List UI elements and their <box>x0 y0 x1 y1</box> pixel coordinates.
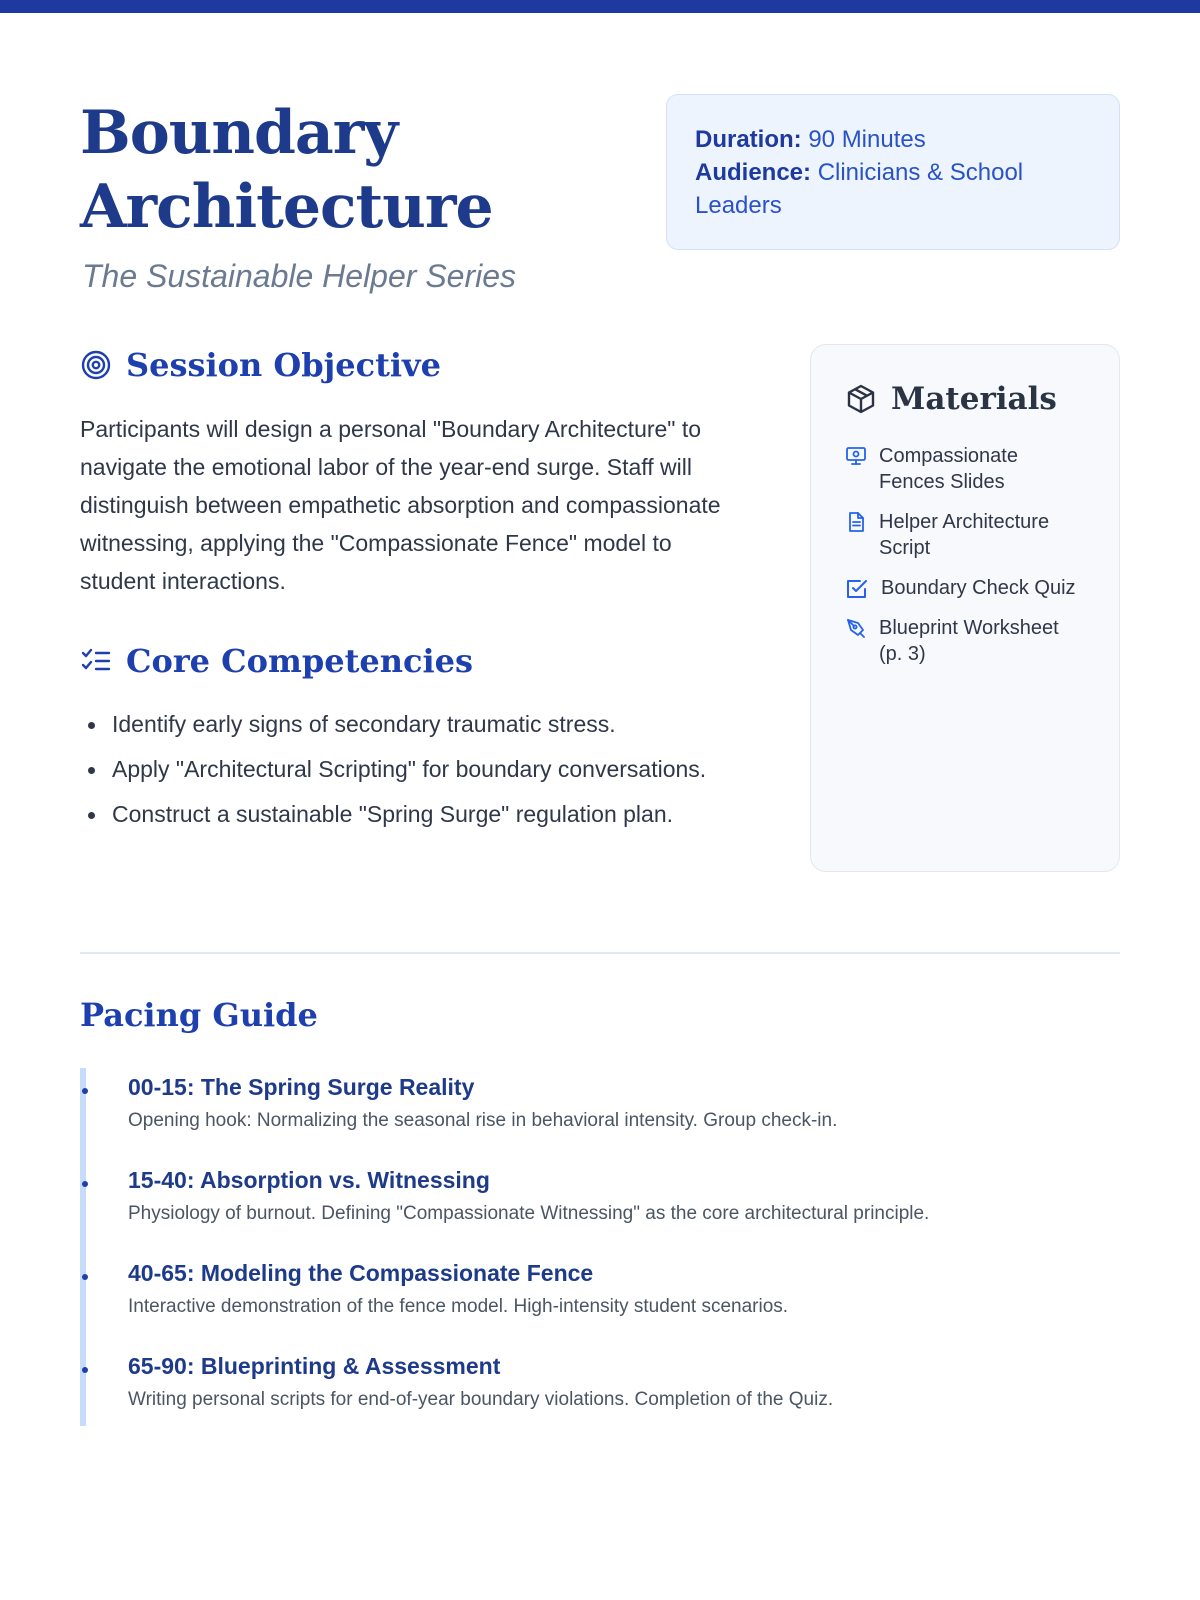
document-icon <box>845 511 867 533</box>
session-objective-title: Session Objective <box>126 346 441 384</box>
duration-value: 90 Minutes <box>808 126 926 153</box>
material-label: Compassionate Fences Slides <box>879 445 1018 493</box>
timeline-item <box>86 1347 1120 1440</box>
page-subtitle: The Sustainable Helper Series <box>82 258 517 294</box>
timeline-item-title: 65-90: Blueprinting & Assessment <box>128 1353 501 1379</box>
material-item-slides[interactable] <box>845 443 1119 495</box>
audience-line <box>695 156 1091 222</box>
duration-label: Duration: <box>695 126 802 153</box>
timeline-item <box>86 1161 1120 1254</box>
timeline-item-desc: Interactive demonstration of the fence model. High-intensity student scenarios. <box>128 1296 789 1317</box>
timeline-item-title: 15-40: Absorption vs. Witnessing <box>128 1167 490 1193</box>
list-item: Identify early signs of secondary traumatic stress. <box>112 706 752 743</box>
timeline-item-desc: Writing personal scripts for end-of-year boundary violations. Completion of the Quiz. <box>128 1389 834 1410</box>
list-item: Construct a sustainable "Spring Surge" regulation plan. <box>112 796 752 833</box>
materials-card <box>810 344 1120 872</box>
audience-value: Clinicians & School Leaders <box>695 159 1024 219</box>
core-competencies-heading <box>80 642 473 680</box>
pacing-guide-heading: Pacing Guide <box>80 996 318 1034</box>
competencies-list <box>112 706 752 841</box>
pen-tool-icon <box>845 617 867 639</box>
materials-heading <box>845 381 1119 417</box>
material-item-script[interactable] <box>845 509 1119 561</box>
timeline-item-title: 00-15: The Spring Surge Reality <box>128 1074 475 1100</box>
timeline-item <box>86 1068 1120 1161</box>
checkbox-icon <box>845 577 869 601</box>
checklist-icon <box>80 645 112 677</box>
top-accent-bar <box>0 0 1200 13</box>
timeline-item-desc: Opening hook: Normalizing the seasonal rise in behavioral intensity. Group check-in. <box>128 1110 838 1131</box>
duration-line <box>695 123 1091 156</box>
session-objective-heading <box>80 346 441 384</box>
core-competencies-title: Core Competencies <box>126 642 473 680</box>
timeline-item-title: 40-65: Modeling the Compassionate Fence <box>128 1260 594 1286</box>
audience-label: Audience: <box>695 159 812 186</box>
material-label: Blueprint Worksheet (p. 3) <box>879 617 1059 665</box>
target-icon <box>80 349 112 381</box>
objective-paragraph: Participants will design a personal "Boundary Architecture" to navigate the emotional labor of the year-end surge. Staff will distinguish between empathetic absorption and compassionate witnessing, applying the "Compassionate Fence" model to student interactions. <box>80 416 721 594</box>
list-item: Apply "Architectural Scripting" for boundary conversations. <box>112 751 752 788</box>
materials-title: Materials <box>891 381 1057 417</box>
material-item-quiz[interactable] <box>845 575 1119 601</box>
page-title: Boundary Architecture <box>80 98 493 242</box>
section-divider <box>80 952 1120 954</box>
timeline-item-desc: Physiology of burnout. Defining "Compassionate Witnessing" as the core architectural principle. <box>128 1203 930 1224</box>
presentation-icon <box>845 445 867 467</box>
material-label: Boundary Check Quiz <box>881 577 1076 599</box>
timeline-item <box>86 1254 1120 1347</box>
pacing-timeline <box>80 1068 1120 1426</box>
material-label: Helper Architecture Script <box>879 511 1050 559</box>
package-icon <box>845 383 877 415</box>
session-info-box <box>666 94 1120 250</box>
material-item-worksheet[interactable] <box>845 615 1119 667</box>
